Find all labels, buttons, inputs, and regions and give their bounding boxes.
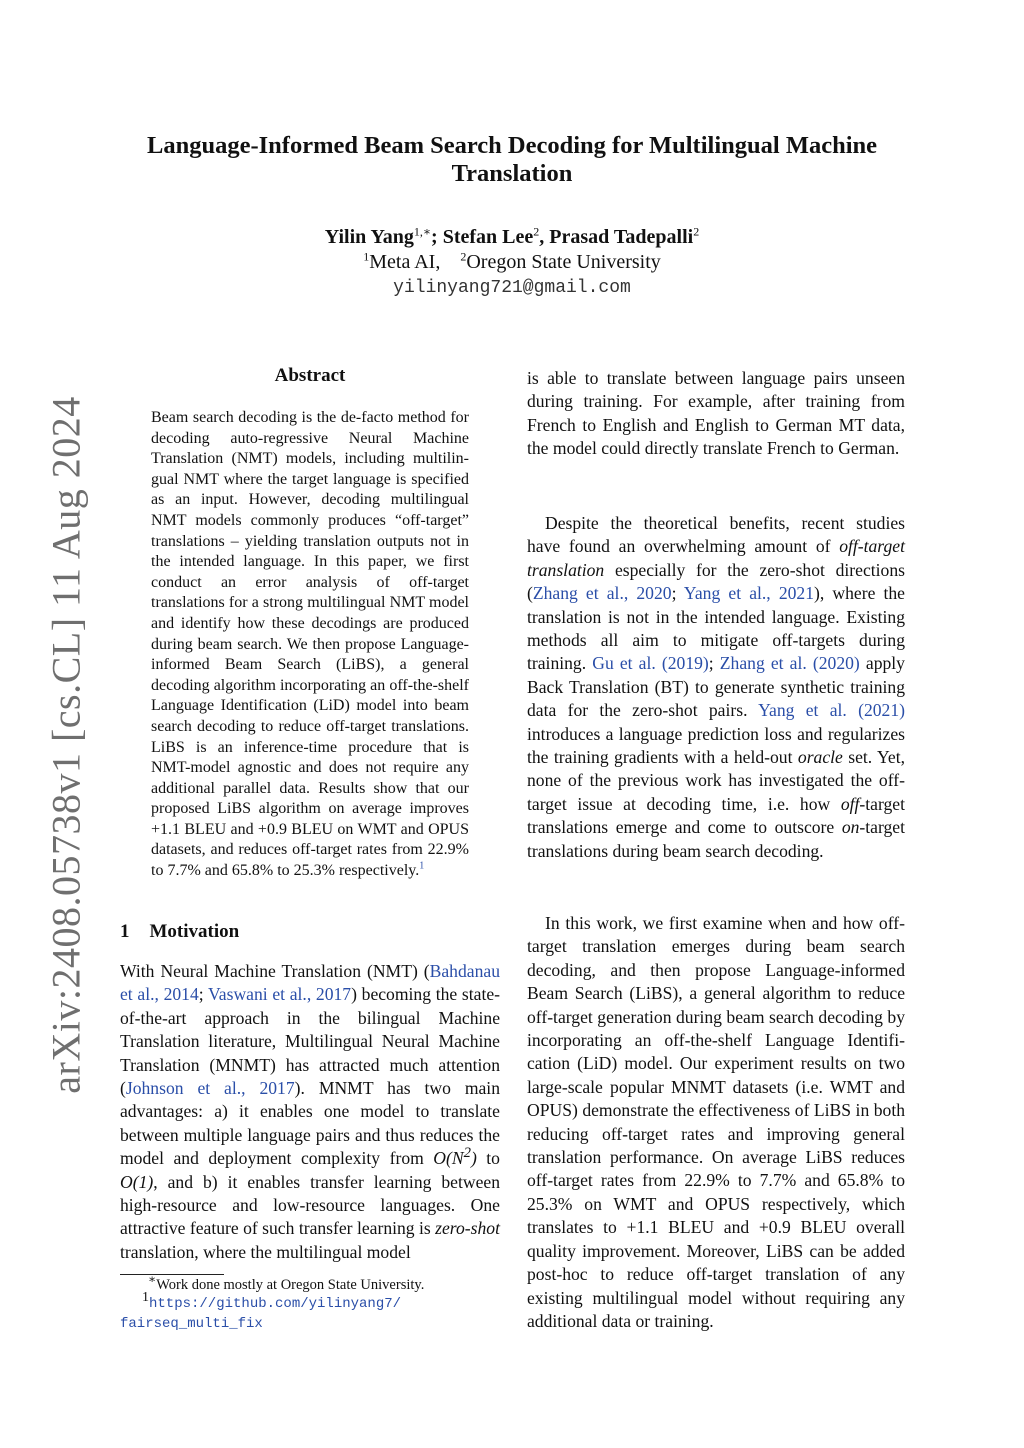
section-number: 1 [120, 921, 130, 942]
citation-link[interactable]: Vaswani et al., 2017 [208, 984, 352, 1005]
text-run: -target translations during beam search decoding. [527, 817, 905, 861]
author-affiliation-mark: 1,∗ [413, 224, 432, 239]
text-run: introduces a language prediction loss and regularizes the training gradients with a held-out [527, 723, 905, 768]
abstract-body [151, 408, 469, 882]
text-run: ; [671, 583, 684, 604]
emphasis: off-target translation [527, 536, 905, 580]
abstract-text: Beam search decoding is the de-facto method for decoding auto-regressive Neural Machine Translation (NMT) models, including multilingual NMT where the target language is specified as an input. However, decoding multilingual NMT models commonly produces “off-target” translations – yielding translation outputs not in the intended language. In this paper, we first conduct an error analysis of off-target translations for a strong multilingual NMT model and identify how these decodings are produced during beam search. We then propose Language-informed Beam Search (LiBS), a general decoding algorithm incorporating an off-the-shelf Language Identification (LiD) model into beam search decoding to reduce off-target translations. LiBS is an inference-time procedure that is NMT-model agnostic and does not require any additional parallel data. Results show that our proposed LiBS algorithm on average improves +1.1 BLEU and +0.9 BLEU on WMT and OPUS datasets, and reduces off-target rates from 22.9% to 7.7% and 65.8% to 25.3% respectively. [151, 409, 469, 880]
author-block [120, 224, 904, 301]
emphasis: zero-shot [435, 1218, 500, 1239]
author-list [120, 224, 904, 250]
section-title: Motivation [149, 921, 240, 942]
footnote [120, 1272, 500, 1294]
footnote-mark: ∗ [148, 1272, 157, 1287]
affiliation-name: Meta AI, [369, 251, 441, 273]
math-run: ) [470, 1148, 477, 1169]
affiliation-name: Oregon State University [466, 251, 661, 273]
citation-link[interactable]: Zhang et al., 2020 [532, 583, 672, 604]
author-name: Yilin Yang [324, 226, 414, 248]
citation-link[interactable]: Johnson et al., 2017 [125, 1078, 295, 1099]
section-heading [120, 921, 239, 943]
affiliation-mark: 1 [363, 249, 370, 264]
author-affiliation-mark: 2 [693, 224, 700, 239]
text-run: especially for the zero-shot directions ( [527, 559, 905, 604]
emphasis: off [840, 793, 860, 814]
citation-link[interactable]: Yang et al. (2021) [758, 700, 905, 721]
citation-link[interactable]: Zhang et al. (2020) [719, 653, 860, 674]
body-paragraph: is able to translate between language pairs unseen during training. For example, after training from French to English and English to German MT data, the model could directly translate French to German. [527, 368, 905, 459]
body-paragraph: In this work, we first examine when and how off-target translation emerges during beam search decoding, and then propose Language-informed Beam Search (LiBS), a general algorithm to reduce off-target generation during beam search decoding by incorporating an off-the-shelf Language Identification (LiD) model. Our experiment results on two large-scale popular MNMT datasets (i.e. WMT and OPUS) demonstrate the effectiveness of LiBS in both reducing off-target rates and improving general translation performance. On average LiBS reduces off-target rates from 22.9% to 7.7% and 65.8% to 25.3% on WMT and OPUS respectively, which translates to +1.1 BLEU and +0.9 BLEU overall quality improvement. Moreover, LiBS can be added post-hoc to reduce off-target translation of any existing multilingual model without requiring any additional data or training. [527, 913, 905, 1331]
text-run: ; [708, 653, 720, 674]
citation-link[interactable]: Bahdanau et al., 2014 [120, 961, 500, 1005]
text-run: set. Yet, none of the previous work has investigated the off-target issue at decoding time, i.e. how [527, 747, 905, 814]
citation-link[interactable]: Gu et al. (2019) [592, 653, 709, 674]
footnote-mark: 1 [142, 1290, 149, 1306]
body-paragraph [527, 512, 905, 863]
motivation-paragraph [120, 960, 500, 1264]
arxiv-side-stamp: arXiv:2408.05738v1 [cs.CL] 11 Aug 2024 [43, 396, 89, 1094]
text-run: ). MNMT has two main advantages: a) it enables one model to translate between multiple language pairs and thus reduces the model and deployment complexity from [120, 1078, 500, 1169]
text-run: With Neural Machine Translation (NMT) ( [120, 961, 430, 981]
citation-link[interactable]: Yang et al., 2021 [683, 583, 815, 604]
footnote-url-link[interactable]: https://github.com/yilinyang7/ fairseq_multi_fix [120, 1296, 402, 1332]
footnote-text: Work done mostly at Oregon State University. [156, 1277, 425, 1293]
text-run: translation, where the multilingual model [120, 1241, 411, 1262]
text-run: Despite the theoretical benefits, recent studies have found an overwhelming amount of [527, 513, 905, 557]
author-separator: , [539, 226, 550, 248]
text-run: to [476, 1148, 500, 1169]
author-affiliation-mark: 2 [533, 224, 540, 239]
text-run: apply Back Translation (BT) to generate synthetic training data for the zero-shot pairs. [527, 653, 905, 721]
text-run: ) becoming the state-of-the-art approach in the bilingual Machine Translation literature, Multilingual Neural Machine Translation (MNMT) has attracted much attention ( [120, 984, 500, 1099]
affiliation-list [120, 250, 904, 275]
abstract-heading: Abstract [274, 365, 346, 386]
text-run: ; [198, 984, 209, 1005]
emphasis: oracle [797, 747, 843, 768]
text-run: ), where the translation is not in the intended language. Existing methods all aim to mitigate off-targets during training. [527, 583, 905, 674]
text-run: , and b) it enables transfer learning between high-resource and low-resource languages. One attractive feature of such transfer learning is [120, 1171, 500, 1239]
author-separator: ; [431, 226, 443, 248]
paper-title: Language-Informed Beam Search Decoding for Multilingual Machine Translation [147, 132, 877, 187]
footnote [120, 1290, 500, 1334]
footnote-ref-link[interactable]: 1 [419, 860, 425, 872]
math-expression [433, 1145, 477, 1169]
emphasis: on [841, 817, 860, 838]
author-name: Stefan Lee [442, 226, 534, 248]
author-name: Prasad Tadepalli [549, 226, 694, 248]
math-run: O(N [433, 1148, 464, 1169]
footnote-divider [120, 1274, 224, 1275]
author-email[interactable]: yilinyang721@gmail.com [393, 278, 631, 298]
text-run: -target translations emerge and come to outscore [527, 793, 905, 838]
affiliation-mark: 2 [460, 249, 467, 264]
math-superscript: 2 [463, 1145, 471, 1162]
math-expression: O(1) [120, 1171, 154, 1192]
